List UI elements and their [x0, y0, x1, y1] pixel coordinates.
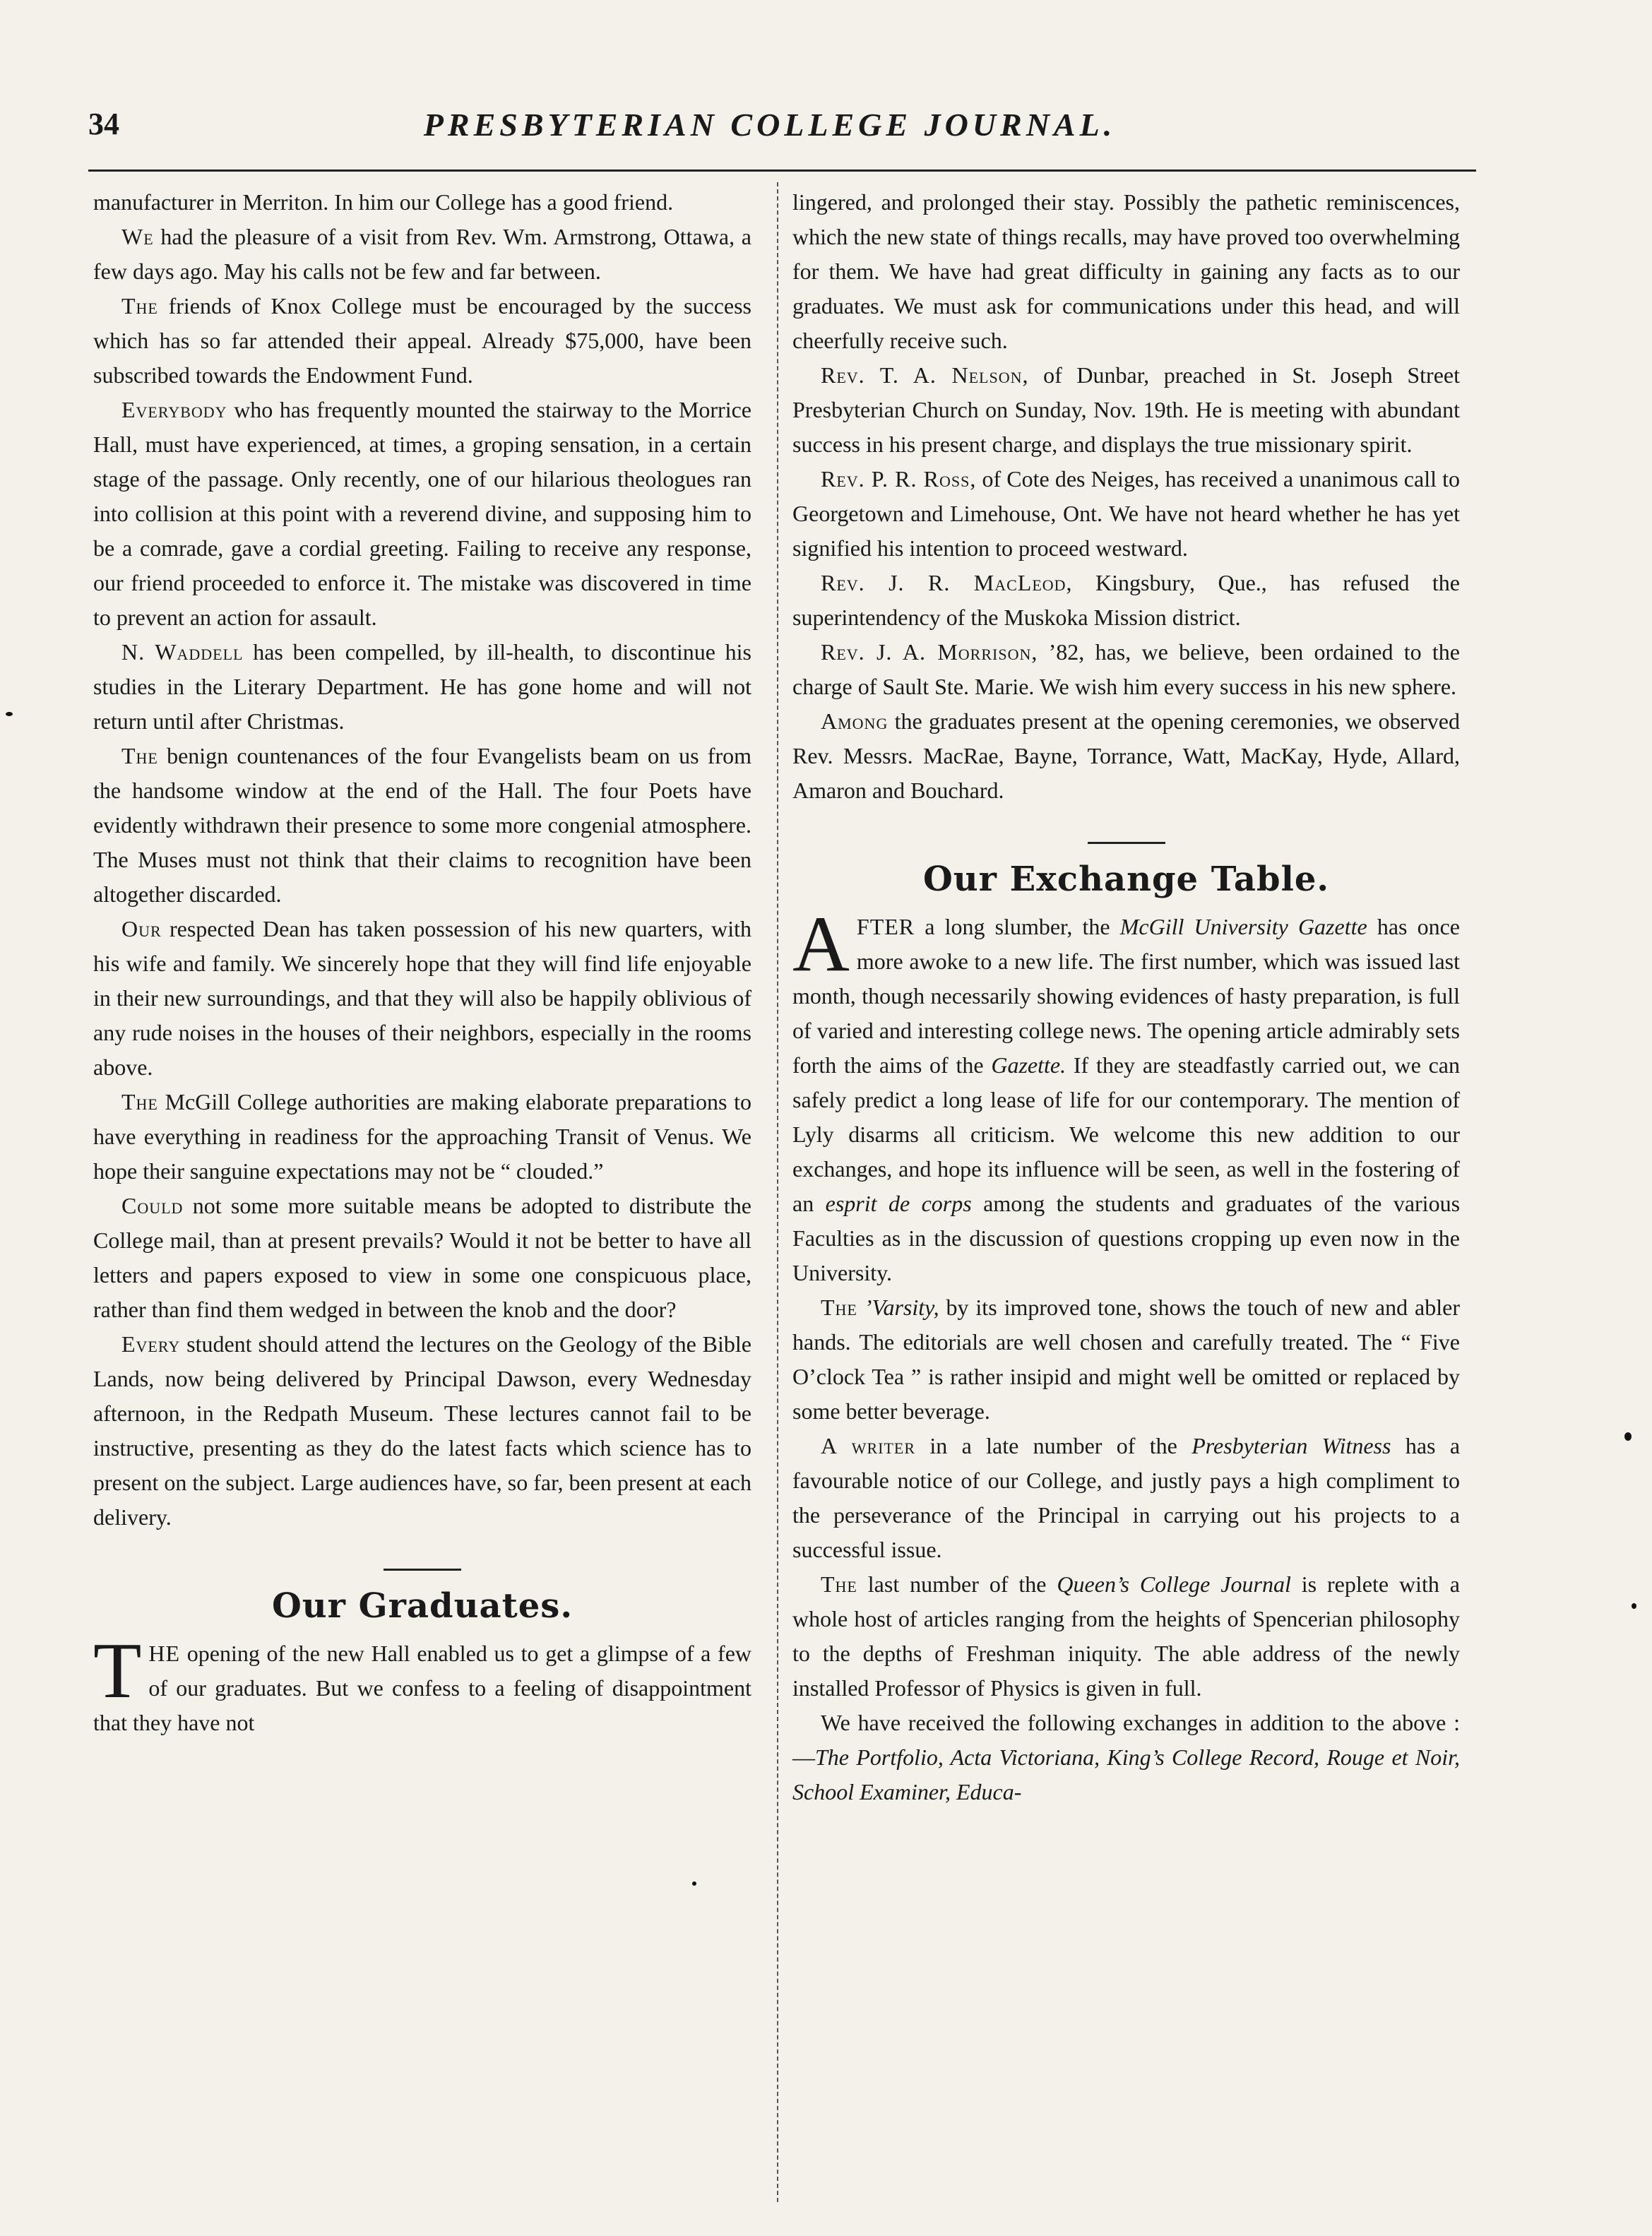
paragraph: Rev. T. A. Nelson, of Dunbar, preached in St. Joseph Street Presbyterian Church on Sunday, Nov. 19th. He is meeting with abundant success in his present charge, and displays the true missionary spirit.	[792, 362, 1460, 457]
right-column	[792, 185, 1460, 1809]
left-column	[93, 185, 751, 1740]
column-divider	[777, 182, 778, 2202]
paragraph: Everybody who has frequently mounted the stairway to the Morrice Hall, must have experienced, at times, a groping sensation, in a certain stage of the passage. Only recently, one of our hilarious theologues ran into collision at this point with a reverend divine, and supposing him to be a comrade, gave a cordial greeting. Failing to receive any response, our friend proceeded to enforce it. The mistake was discovered in time to prevent an action for assault.	[93, 397, 751, 630]
ink-speck	[1624, 1432, 1632, 1441]
paragraph: The McGill College authorities are making elaborate preparations to have everything in readiness for the approaching Transit of Venus. We hope their sanguine expectations may not be “ clouded.”	[93, 1089, 751, 1184]
header-rule	[88, 170, 1476, 172]
paragraph: manufacturer in Merriton. In him our College has a good friend.	[93, 189, 674, 215]
paragraph: N. Waddell has been compelled, by ill-health, to discontinue his studies in the Literary Department. He has gone home and will not return until after Christmas.	[93, 639, 751, 734]
section-heading-graduates: Our Graduates.	[271, 1586, 574, 1626]
paragraph: The last number of the Queen’s College Journal is replete with a whole host of articles ranging from the heights of Spencerian philosophy to the depths of Freshman iniquity. The able address of the newly installed Professor of Physics is given in full.	[792, 1571, 1461, 1701]
ink-speck	[6, 712, 13, 716]
paragraph: lingered, and prolonged their stay. Possibly the pathetic reminiscences, which the new state of things recalls, may have proved too overwhelming for them. We have had great difficulty in gaining any facts as to our graduates. We must ask for communications under this head, and will cheerfully receive such.	[792, 189, 1460, 353]
paragraph: Our respected Dean has taken possession of his new quarters, with his wife and family. We sincerely hope that they will find life enjoyable in their new surroundings, and that they will also be happily oblivious of any rude noises in the houses of their neighbors, especially in the rooms above.	[93, 916, 751, 1080]
ink-speck	[1632, 1603, 1636, 1609]
drop-cap: T	[93, 1627, 142, 1715]
paragraph: The friends of Knox College must be encouraged by the success which has so far attended their appeal. Already $75,000, have been subscribed towards the Endowment Fund.	[93, 293, 751, 388]
paragraph: We have received the following exchanges in addition to the above :—The Portfolio, Acta Victoriana, King’s College Record, Rouge et Noir, School Examiner, Educa-	[792, 1710, 1460, 1804]
paragraph: AFTER a long slumber, the McGill University Gazette has once more awoke to a new life. The first number, which was issued last month, though necessarily showing evidences of hasty preparation, is full of varied and interesting college news. The opening article admirably sets forth the aims of the Gazette. If they are steadfastly carried out, we can safely predict a long lease of life for our contemporary. The mention of Lyly disarms all criticism. We welcome this new addition to our exchanges, and hope its influence will be seen, as well in the fostering of an esprit de corps among the students and graduates of the various Faculties as in the discussion of questions cropping up even now in the University.	[792, 900, 1461, 1285]
paragraph: Could not some more suitable means be adopted to distribute the College mail, than at present prevails? Would it not be better to have all letters and papers exposed to view in some one conspicuous place, rather than find them wedged in between the knob and the door?	[93, 1193, 751, 1322]
section-rule	[1088, 842, 1165, 844]
paragraph: Among the graduates present at the opening ceremonies, we observed Rev. Messrs. MacRae, Bayne, Torrance, Watt, MacKay, Hyde, Allard, Amaron and Bouchard.	[792, 708, 1460, 803]
paragraph: A writer in a late number of the Presbyterian Witness has a favourable notice of our College, and justly pays a high compliment to the perseverance of the Principal in carrying out his projects to a successful issue.	[792, 1433, 1461, 1562]
paragraph: Every student should attend the lectures on the Geology of the Bible Lands, now being delivered by Principal Dawson, every Wednesday afternoon, in the Redpath Museum. These lectures cannot fail to be instructive, presenting as they do the latest facts which science has to present on the subject. Large audiences have, so far, been present at each delivery.	[93, 1331, 751, 1530]
paragraph: Rev. J. R. MacLeod, Kingsbury, Que., has refused the superintendency of the Muskoka Mission district.	[792, 570, 1461, 630]
paragraph: Rev. P. R. Ross, of Cote des Neiges, has received a unanimous call to Georgetown and Limehouse, Ont. We have not heard whether he has yet signified his intention to proceed westward.	[792, 466, 1461, 561]
ink-speck	[692, 1881, 696, 1886]
paragraph: The ’Varsity, by its improved tone, shows the touch of new and abler hands. The editorials are well chosen and carefully treated. The “ Five O’clock Tea ” is rather insipid and might well be omitted or replaced by some better beverage.	[792, 1295, 1461, 1424]
paragraph: We had the pleasure of a visit from Rev. Wm. Armstrong, Ottawa, a few days ago. May his calls not be few and far between.	[93, 224, 751, 284]
section-rule	[384, 1569, 461, 1571]
journal-title: PRESBYTERIAN COLLEGE JOURNAL.	[423, 107, 1117, 143]
paragraph: THE opening of the new Hall enabled us to get a glimpse of a few of our graduates. But we confess to a feeling of disappointment that they have not	[93, 1627, 751, 1735]
page-number: 34	[88, 107, 119, 141]
drop-cap: A	[792, 900, 850, 988]
section-heading-exchange: Our Exchange Table.	[922, 860, 1330, 899]
paragraph: Rev. J. A. Morrison, ’82, has, we believe, been ordained to the charge of Sault Ste. Marie. We wish him every success in his new sphere.	[792, 639, 1461, 699]
page-header	[88, 106, 1451, 155]
paragraph: The benign countenances of the four Evangelists beam on us from the handsome window at the end of the Hall. The four Poets have evidently withdrawn their presence to some more congenial atmosphere. The Muses must not think that their claims to recognition have been altogether discarded.	[93, 743, 751, 907]
